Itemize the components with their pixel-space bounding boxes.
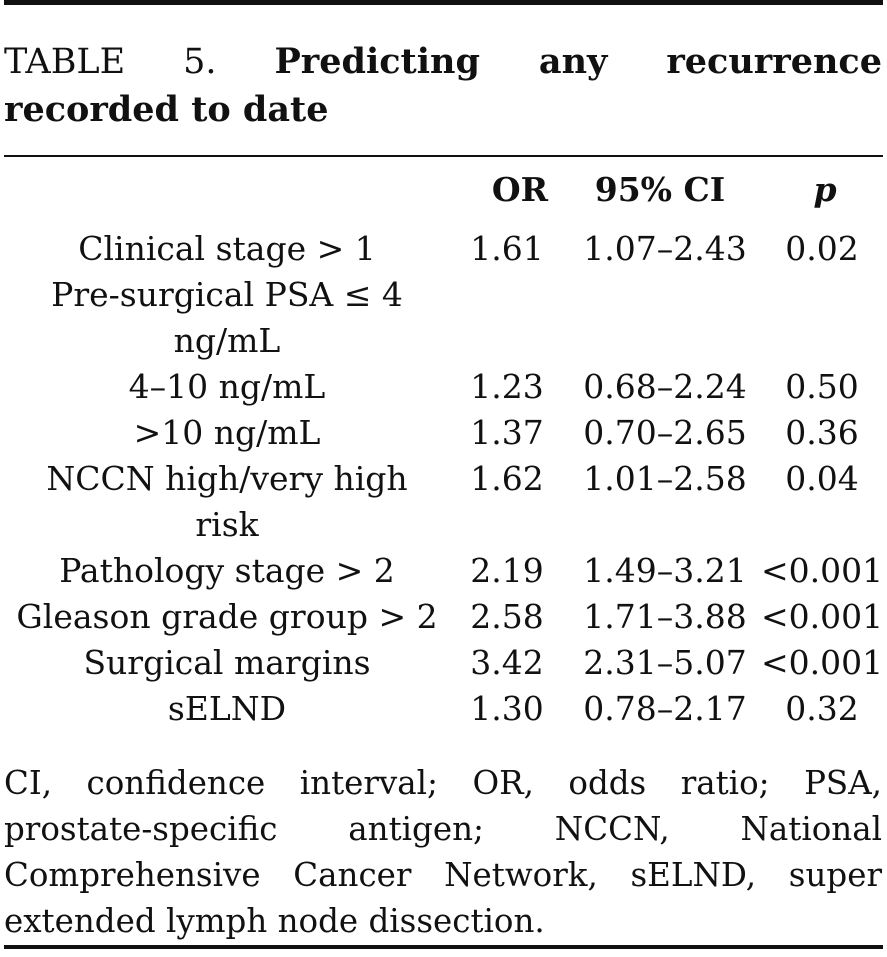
row-p: <0.001 xyxy=(760,597,884,636)
row-p: 0.04 xyxy=(785,459,859,498)
row-label: Pre-surgical PSA ≤ 4 ng/mL xyxy=(51,275,403,360)
row-or xyxy=(444,272,570,364)
table-row xyxy=(4,548,884,594)
table-title: Predicting any recurrence recorded to date xyxy=(4,41,882,130)
row-ci: 1.07–2.43 xyxy=(583,229,747,268)
row-or: 3.42 xyxy=(470,643,544,682)
row-p: <0.001 xyxy=(760,551,884,590)
table-row xyxy=(4,686,884,732)
row-p: 0.32 xyxy=(785,689,859,728)
row-ci: 0.68–2.24 xyxy=(583,367,747,406)
table-row xyxy=(4,410,884,456)
table-row xyxy=(4,226,884,272)
row-label: 4–10 ng/mL xyxy=(128,367,326,406)
row-p xyxy=(760,272,884,364)
row-p: 0.36 xyxy=(785,413,859,452)
table-label: TABLE 5. xyxy=(4,42,217,82)
row-ci: 1.49–3.21 xyxy=(583,551,747,590)
row-label: Surgical margins xyxy=(83,643,371,682)
table-row xyxy=(4,272,884,364)
row-or: 1.37 xyxy=(470,413,544,452)
header-rule xyxy=(4,155,883,157)
table-caption xyxy=(4,38,882,134)
row-or: 1.62 xyxy=(470,459,544,498)
table-footnote: CI, confidence interval; OR, odds ratio; PSA, prostate-specific antigen; NCCN, National Comprehensive Cancer Network, sELND, super extended lymph node dissection. xyxy=(4,764,882,940)
column-header-p: p xyxy=(813,170,837,209)
row-or: 1.61 xyxy=(470,229,544,268)
row-label: Pathology stage > 2 xyxy=(59,551,395,590)
row-p: 0.50 xyxy=(785,367,859,406)
row-p: <0.001 xyxy=(760,643,884,682)
row-ci xyxy=(570,272,760,364)
row-ci: 0.78–2.17 xyxy=(583,689,747,728)
row-or: 1.23 xyxy=(470,367,544,406)
column-header-ci: 95% CI xyxy=(594,170,726,209)
row-ci: 0.70–2.65 xyxy=(583,413,747,452)
row-label: Clinical stage > 1 xyxy=(78,229,376,268)
row-ci: 2.31–5.07 xyxy=(583,643,747,682)
table-row xyxy=(4,594,884,640)
row-label: NCCN high/very high risk xyxy=(46,459,408,544)
row-or: 2.19 xyxy=(470,551,544,590)
table-row xyxy=(4,364,884,410)
row-or: 1.30 xyxy=(470,689,544,728)
top-rule xyxy=(4,0,883,5)
row-label: >10 ng/mL xyxy=(133,413,321,452)
bottom-rule xyxy=(4,945,883,949)
table-row xyxy=(4,456,884,548)
row-label: Gleason grade group > 2 xyxy=(16,597,438,636)
table-body xyxy=(4,226,884,732)
row-or: 2.58 xyxy=(470,597,544,636)
column-header-or: OR xyxy=(491,170,549,209)
row-ci: 1.71–3.88 xyxy=(583,597,747,636)
row-label: sELND xyxy=(167,689,287,728)
table-row xyxy=(4,640,884,686)
row-ci: 1.01–2.58 xyxy=(583,459,747,498)
row-p: 0.02 xyxy=(785,229,859,268)
